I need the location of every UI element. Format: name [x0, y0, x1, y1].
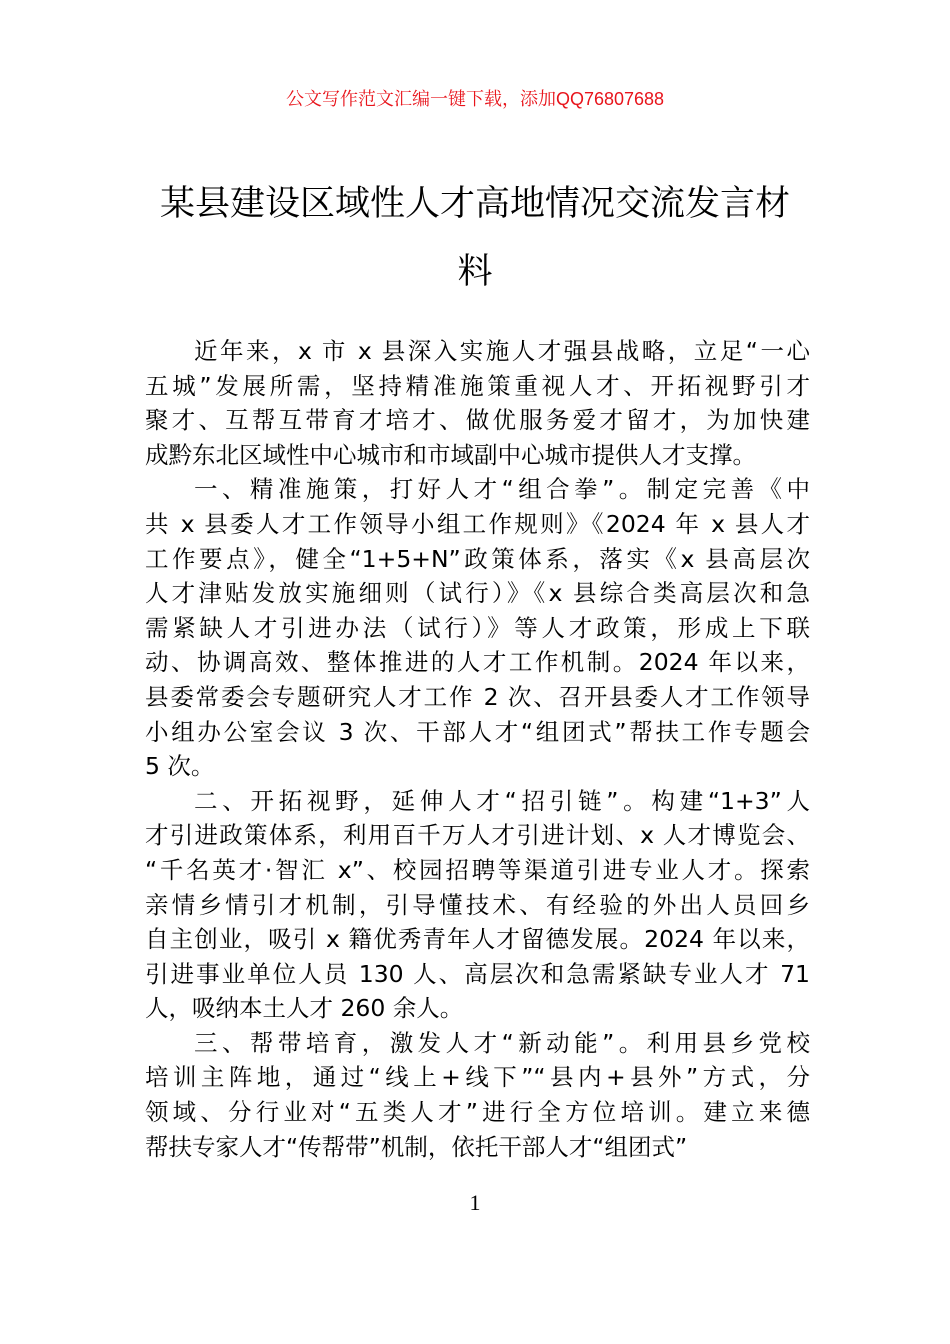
- paragraph-line: 近年来，x 市 x 县深入实施人才强县战略，立足“一心: [194, 337, 810, 365]
- paragraph-line: 人才津贴发放实施细则（试行）》《x 县综合类高层次和急: [145, 579, 810, 608]
- paragraph-line: 引进事业单位人员 130 人、高层次和急需紧缺专业人才 71: [145, 959, 810, 988]
- paragraph-line: 小组办公室会议 3 次、干部人才“组团式”帮扶工作专题会: [145, 717, 810, 746]
- paragraph-line: 帮扶专家人才“传帮带”机制，依托干部人才“组团式”: [145, 1132, 688, 1161]
- paragraph-line: 自主创业，吸引 x 籍优秀青年人才留德发展。2024 年以来，: [145, 925, 810, 954]
- paragraph-line: 人，吸纳本土人才 260 余人。: [145, 994, 464, 1023]
- paragraph-line: 五城”发展所需，坚持精准施策重视人才、开拓视野引才: [145, 371, 810, 400]
- paragraph-line: 5 次。: [145, 752, 215, 781]
- paragraph-line: 三、帮带培育，激发人才“新动能”。利用县乡党校: [194, 1028, 810, 1057]
- paragraph: [145, 472, 810, 783]
- document-title: [140, 170, 810, 306]
- paragraph-line: 动、协调高效、整体推进的人才工作机制。2024 年以来，: [145, 648, 810, 677]
- download-watermark-header: 公文写作范文汇编一键下载，添加QQ76807688: [285, 89, 665, 109]
- paragraph: [145, 334, 810, 472]
- paragraph-line: 培训主阵地，通过“线上+线下”“县内+县外”方式，分: [145, 1063, 810, 1092]
- paragraph-line: 成黔东北区域性中心城市和市域副中心城市提供人才支撑。: [145, 440, 756, 469]
- paragraph-line: 领域、分行业对“五类人才”进行全方位培训。建立来德: [145, 1098, 810, 1127]
- paragraph-line: 县委常委会专题研究人才工作 2 次、召开县委人才工作领导: [145, 682, 810, 711]
- paragraph-line: 需紧缺人才引进办法（试行）》等人才政策，形成上下联: [145, 613, 810, 642]
- paragraph: [145, 1026, 810, 1164]
- paragraph: [145, 784, 810, 1026]
- page-number: 1: [469, 1190, 481, 1215]
- title-line: 某县建设区域性人才高地情况交流发言材: [159, 184, 790, 224]
- title-line: 料: [457, 252, 493, 292]
- paragraph-line: “千名英才·智汇 x”、校园招聘等渠道引进专业人才。探索: [145, 855, 810, 884]
- paragraph-line: 才引进政策体系，利用百千万人才引进计划、x 人才博览会、: [145, 821, 810, 850]
- paragraph-line: 聚才、互帮互带育才培才、做优服务爱才留才，为加快建: [145, 406, 810, 435]
- document-body: [145, 334, 810, 1164]
- paragraph-line: 亲情乡情引才机制，引导懂技术、有经验的外出人员回乡: [145, 890, 810, 919]
- paragraph-line: 二、开拓视野，延伸人才“招引链”。构建“1+3”人: [194, 786, 810, 815]
- paragraph-line: 共 x 县委人才工作领导小组工作规则》《2024 年 x 县人才: [145, 509, 810, 538]
- paragraph-line: 一、精准施策，打好人才“组合拳”。制定完善《中: [194, 475, 810, 504]
- paragraph-line: 工作要点》，健全“1+5+N”政策体系，落实《x 县高层次: [145, 544, 810, 573]
